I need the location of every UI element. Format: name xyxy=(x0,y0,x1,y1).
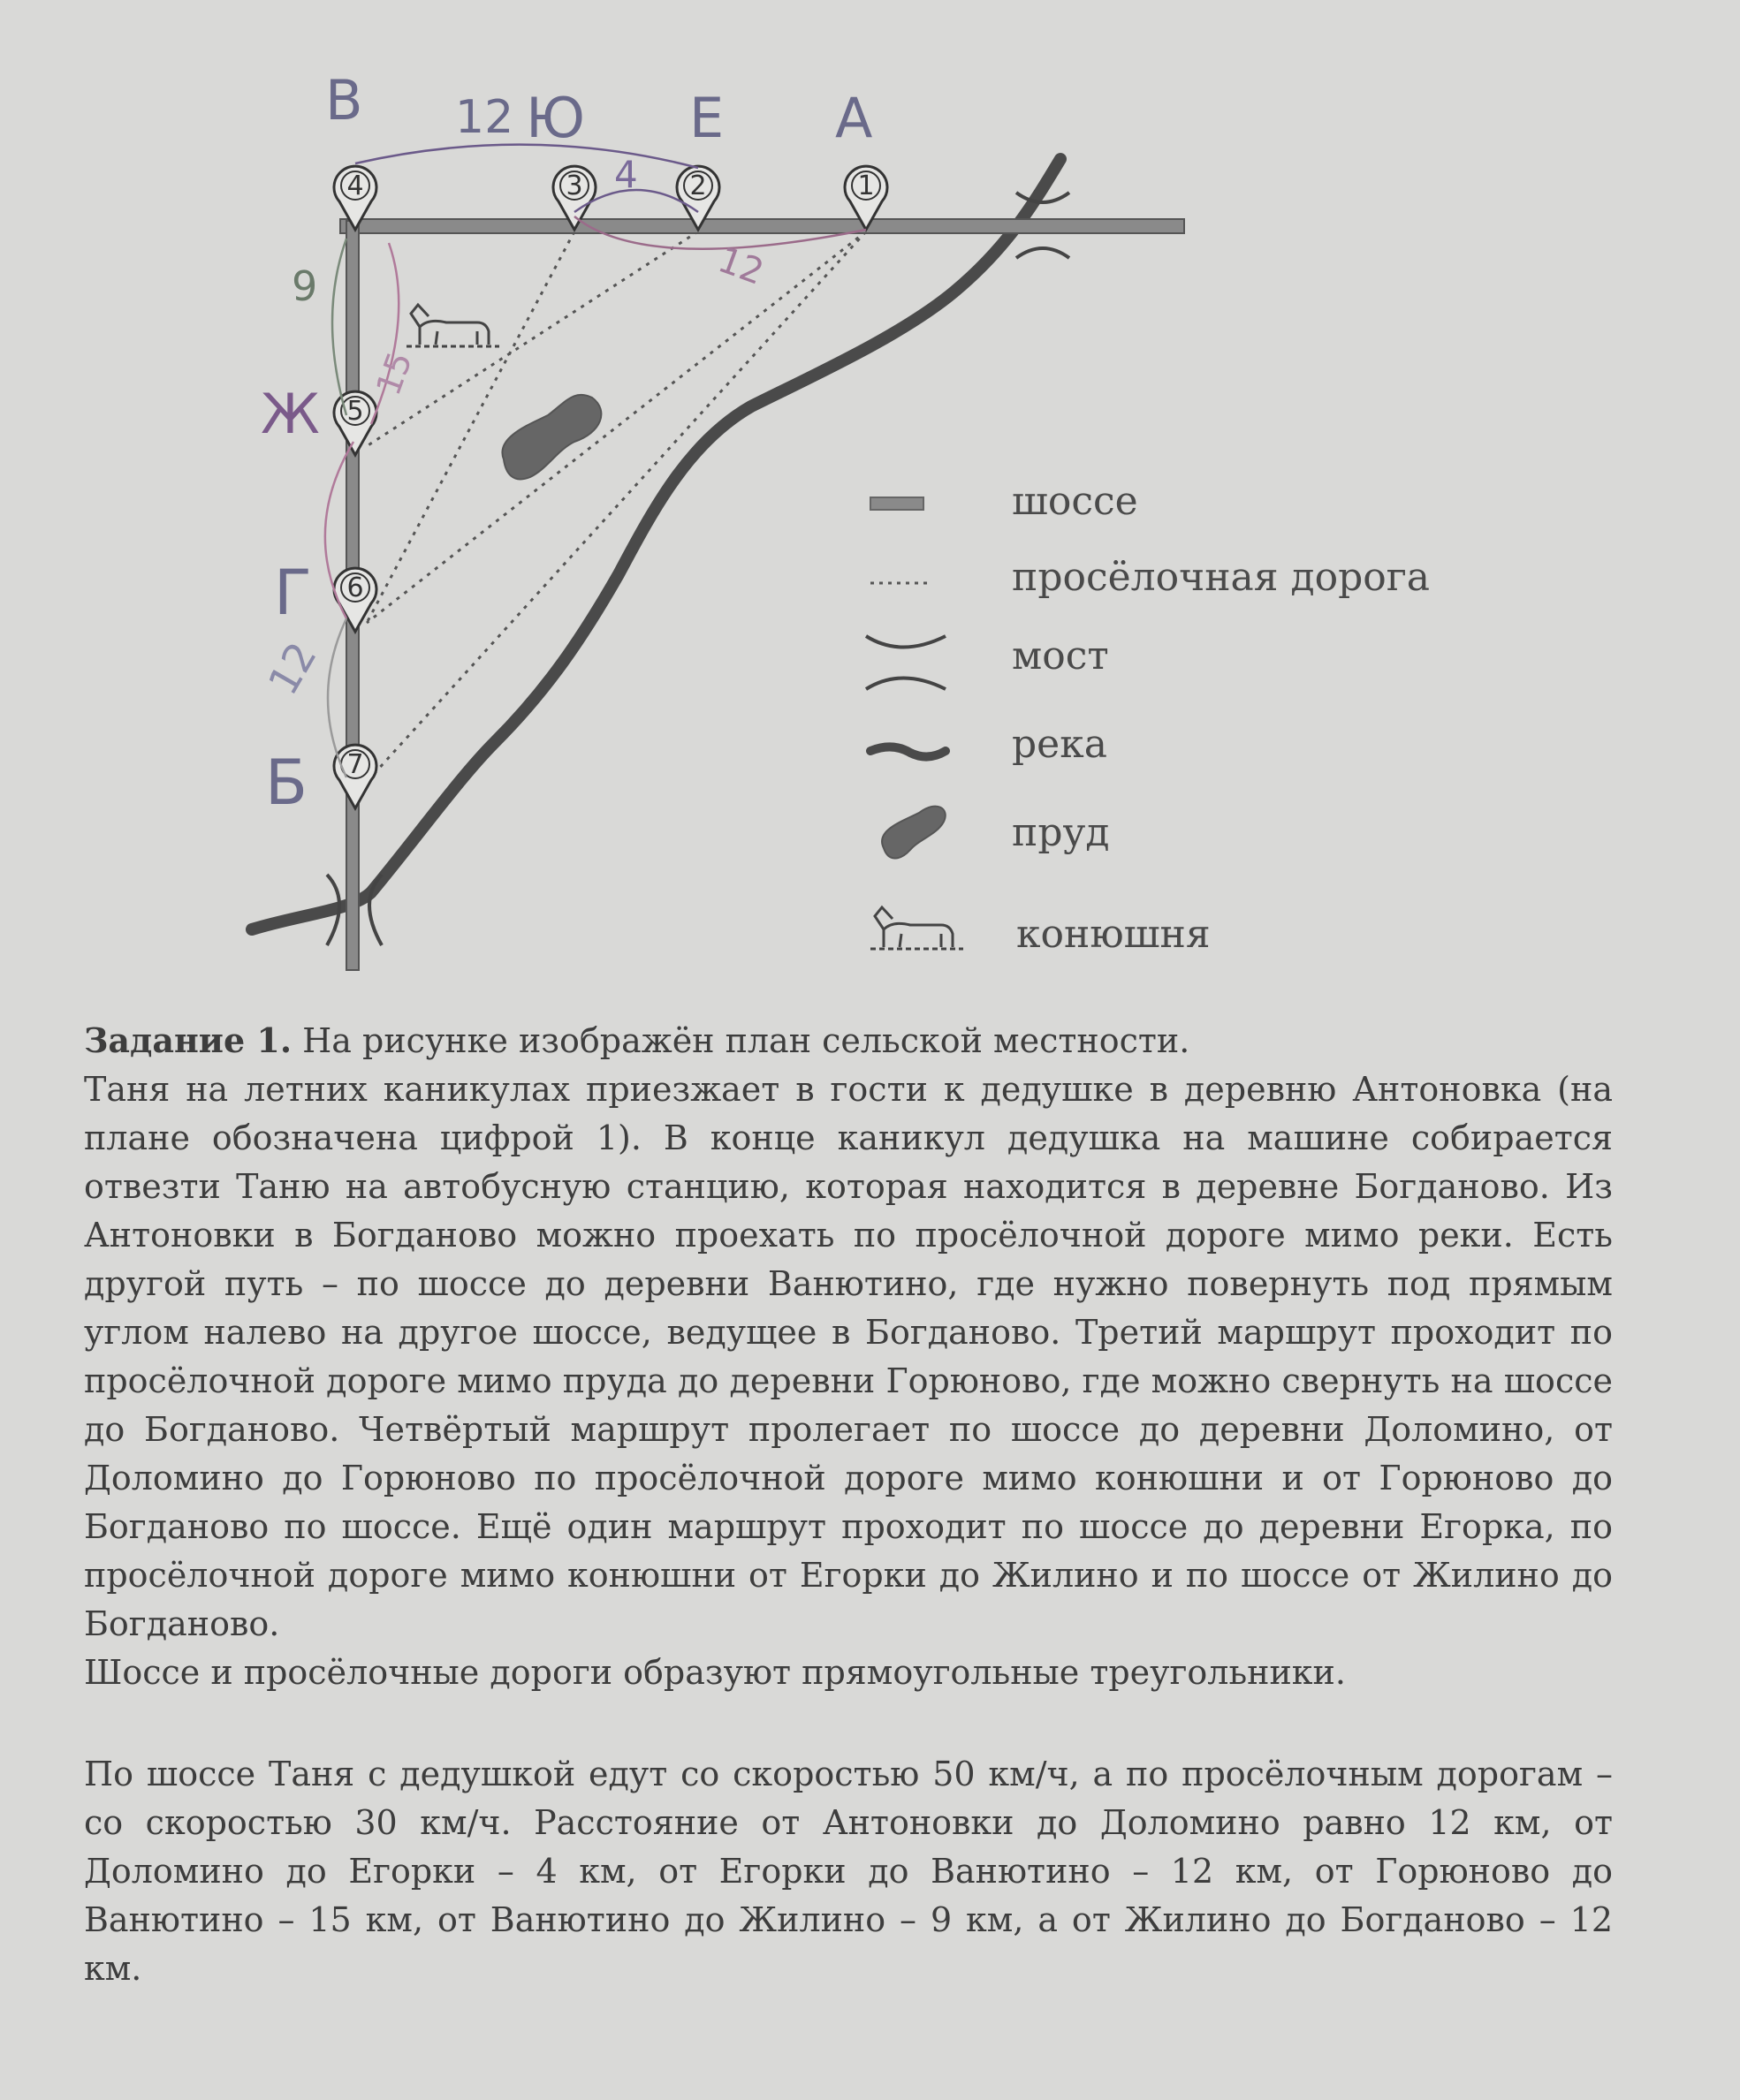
hand-letter-zh: Ж xyxy=(261,382,320,446)
legend-bridge-swatch xyxy=(866,636,946,689)
hand-num-12-top: 12 xyxy=(455,91,514,144)
task-heading-rest: На рисунке изображён план сельской местности. xyxy=(292,1021,1190,1060)
hand-letter-v: В xyxy=(325,68,363,133)
hand-letter-e: Е xyxy=(689,86,725,150)
legend-bridge-label: мост xyxy=(1012,633,1109,679)
hand-letter-a: А xyxy=(835,86,873,150)
legend-river-swatch xyxy=(870,747,946,756)
task-heading-line xyxy=(84,1016,1613,1065)
handwritten-arcs xyxy=(325,145,866,777)
svg-text:2: 2 xyxy=(689,171,707,201)
legend-pond-swatch xyxy=(882,807,946,859)
task-heading: Задание 1. xyxy=(84,1020,293,1060)
hand-letter-g: Г xyxy=(274,557,312,629)
legend-highway-label: шоссе xyxy=(1012,479,1138,524)
legend-highway-swatch xyxy=(870,497,923,510)
legend-stable-swatch xyxy=(870,907,963,949)
svg-text:7: 7 xyxy=(346,749,364,780)
task-text xyxy=(84,1016,1613,1993)
pond-icon xyxy=(502,395,601,480)
task-paragraph-2: Шоссе и просёлочные дороги образуют прямоугольные треугольники. xyxy=(84,1653,1346,1692)
hand-letter-b: Б xyxy=(265,747,308,819)
svg-text:5: 5 xyxy=(346,396,364,427)
svg-text:3: 3 xyxy=(566,171,583,201)
pin-6 xyxy=(334,568,376,632)
svg-text:6: 6 xyxy=(346,572,364,603)
task-paragraph-1: Таня на летних каникулах приезжает в гости к дедушке в деревню Антоновка (на плане обозначена цифрой 1). В конце каникул дедушка на машине собирается отвезти Таню на автобусную станцию, которая находится в деревне Богданово. Из Антоновки в Богданово можно проехать по просёлочной дороге мимо реки. Есть другой путь – по шоссе до деревни Ванютино, где нужно повернуть под прямым углом налево на другое шоссе, ведущее в Богданово. Третий маршрут проходит по просёлочной дороге мимо пруда до деревни Горюново, где можно свернуть на шоссе до Богданово. Четвёртый маршрут пролегает по шоссе до деревни Доломино, от Доломино до Горюново по просёлочной дороге мимо конюшни и от Горюново до Богданово по шоссе. Ещё один маршрут проходит по шоссе до деревни Егорка, по просёлочной дороге мимо конюшни от Егорки до Жилино и по шоссе от Жилино до Богданово. xyxy=(84,1070,1613,1643)
hand-num-12-left: 12 xyxy=(258,633,326,703)
hand-num-12-diag: 12 xyxy=(712,239,770,293)
legend-river-label: река xyxy=(1012,722,1107,767)
task-paragraph-3: По шоссе Таня с дедушкой едут со скоростью 50 км/ч, а по просёлочным дорогам – со скоростью 30 км/ч. Расстояние от Антоновки до Доломино равно 12 км, от Доломино до Егорки – 4 км, от Егорки до Ванютино – 12 км, от Горюново до Ванютино – 15 км, от Ванютино до Жилино – 9 км, а от Жилино до Богданово – 12 км. xyxy=(84,1755,1613,1988)
stable-icon xyxy=(407,305,499,346)
hand-num-15: 15 xyxy=(369,346,420,401)
svg-text:4: 4 xyxy=(346,171,364,201)
legend xyxy=(866,479,1430,957)
rural-map xyxy=(0,0,1740,1007)
legend-dirt-label: просёлочная дорога xyxy=(1012,555,1431,600)
highway-horizontal xyxy=(340,219,1184,233)
legend-pond-label: пруд xyxy=(1012,810,1110,855)
hand-num-4: 4 xyxy=(614,153,638,196)
dirt-roads xyxy=(367,231,866,782)
legend-stable-label: конюшня xyxy=(1016,912,1211,957)
svg-text:1: 1 xyxy=(857,171,875,201)
hand-letter-yu: Ю xyxy=(526,86,585,150)
pin-7 xyxy=(334,745,376,808)
hand-num-9: 9 xyxy=(292,262,318,310)
